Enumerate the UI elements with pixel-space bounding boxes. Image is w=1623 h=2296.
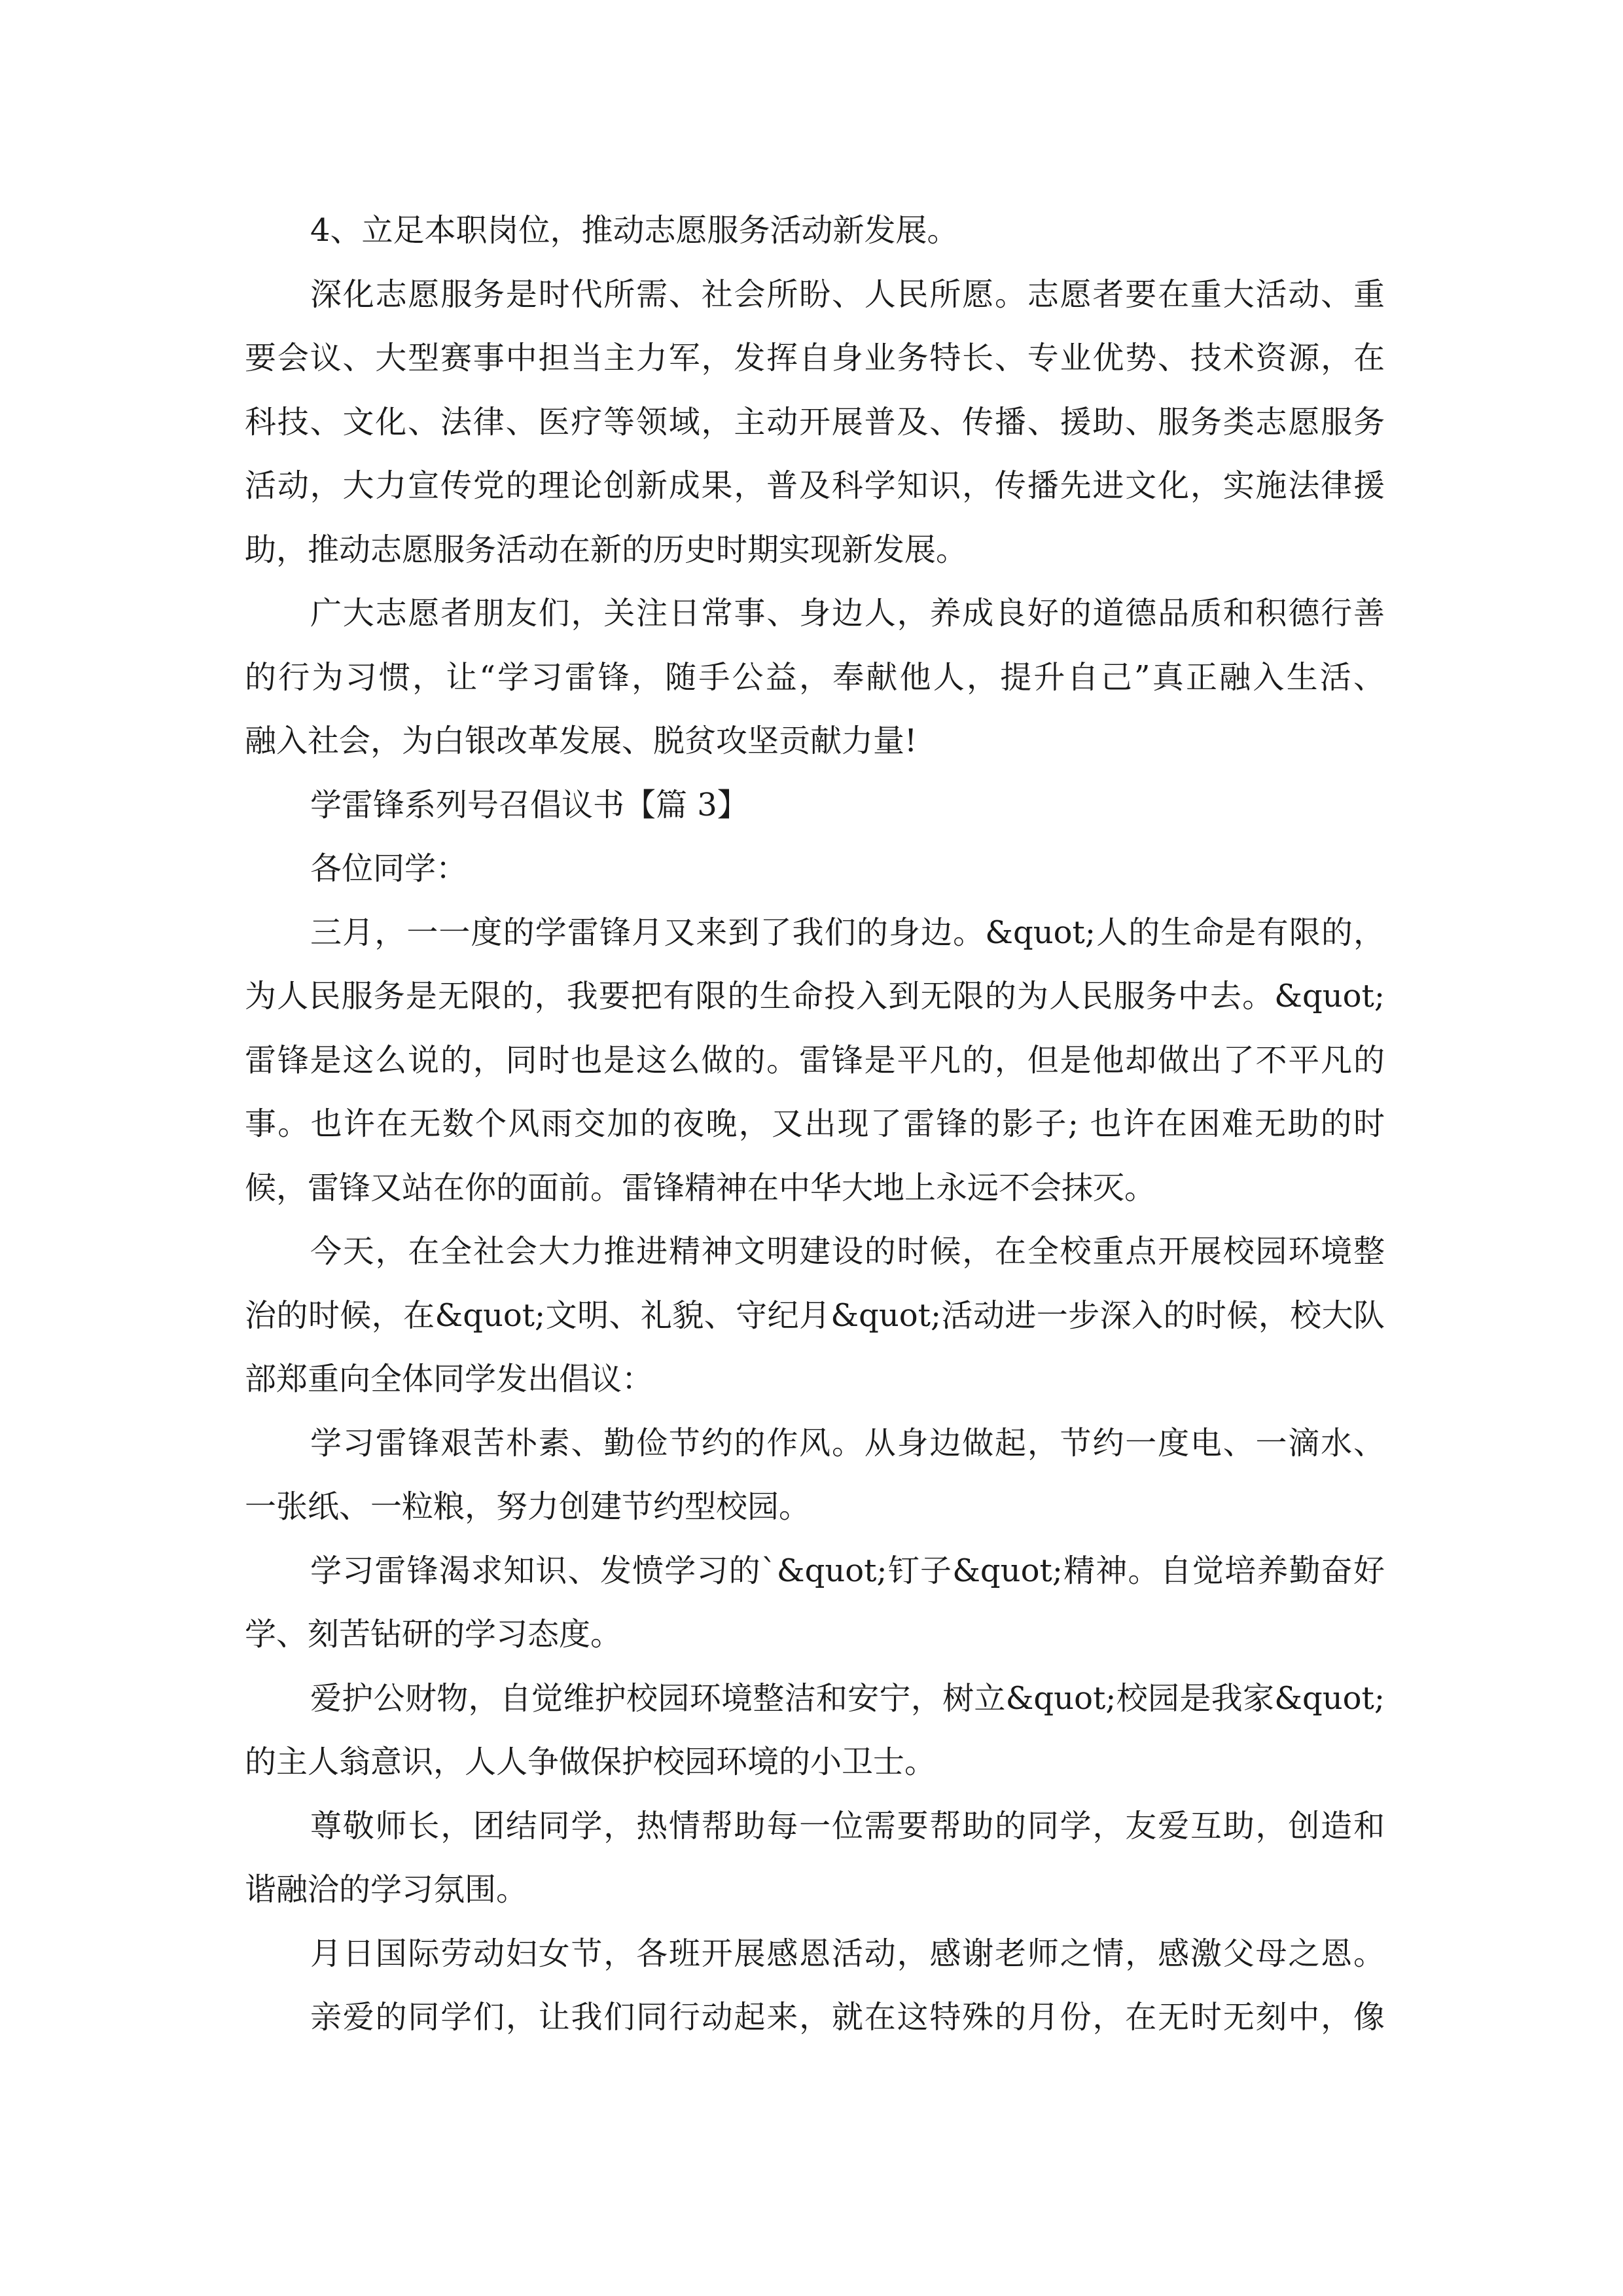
text-line: 助，推动志愿服务活动在新的历史时期实现新发展。 xyxy=(245,531,968,568)
text-line: 4、立足本职岗位，推动志愿服务活动新发展。 xyxy=(310,212,959,249)
text-line: 月日国际劳动妇女节，各班开展感恩活动，感谢老师之情，感激父母之恩。 xyxy=(310,1935,1385,1972)
text-line: 事。也许在无数个风雨交加的夜晚，又出现了雷锋的影子; 也许在困难无助的时 xyxy=(245,1105,1385,1142)
text-line: 学、刻苦钻研的学习态度。 xyxy=(245,1616,622,1653)
text-line: 三月，一一度的学雷锋月又来到了我们的身边。&quot;人的生命是有限的， xyxy=(310,914,1385,951)
text-line: 候，雷锋又站在你的面前。雷锋精神在中华大地上永远不会抹灭。 xyxy=(245,1169,1156,1206)
text-line: 要会议、大型赛事中担当主力军，发挥自身业务特长、专业优势、技术资源，在 xyxy=(245,340,1385,376)
text-line: 为人民服务是无限的，我要把有限的生命投入到无限的为人民服务中去。&quot; xyxy=(245,978,1385,1014)
text-line: 的行为习惯，让“学习雷锋，随手公益，奉献他人，提升自己”真正融入生活、 xyxy=(245,658,1385,696)
text-line: 治的时候，在&quot;文明、礼貌、守纪月&quot;活动进一步深入的时候，校大队 xyxy=(245,1297,1385,1334)
document-body xyxy=(245,208,1385,2059)
text-line: 的主人翁意识，人人争做保护校园环境的小卫士。 xyxy=(245,1744,936,1780)
text-line: 亲爱的同学们，让我们同行动起来，就在这特殊的月份，在无时无刻中，像 xyxy=(310,1999,1385,2036)
text-line: 广大志愿者朋友们，关注日常事、身边人，养成良好的道德品质和积德行善 xyxy=(310,595,1385,632)
text-line: 爱护公财物，自觉维护校园环境整洁和安宁，树立&quot;校园是我家&quot; xyxy=(310,1679,1385,1717)
text-line: 深化志愿服务是时代所需、社会所盼、人民所愿。志愿者要在重大活动、重 xyxy=(310,276,1385,313)
text-line: 学习雷锋渴求知识、发愤学习的`&quot;钉子&quot;精神。自觉培养勤奋好 xyxy=(310,1552,1385,1589)
text-line: 一张纸、一粒粮，努力创建节约型校园。 xyxy=(245,1488,811,1525)
text-line: 今天，在全社会大力推进精神文明建设的时候，在全校重点开展校园环境整 xyxy=(310,1233,1385,1270)
text-line: 融入社会，为白银改革发展、脱贫攻坚贡献力量! xyxy=(245,723,918,759)
text-line: 谐融洽的学习氛围。 xyxy=(245,1871,528,1908)
text-line: 各位同学： xyxy=(310,850,468,887)
text-line: 学雷锋系列号召倡议书【篇 3】 xyxy=(310,786,749,823)
text-line: 科技、文化、法律、医疗等领域，主动开展普及、传播、援助、服务类志愿服务 xyxy=(245,403,1385,440)
text-line: 部郑重向全体同学发出倡议： xyxy=(245,1361,654,1397)
text-line: 学习雷锋艰苦朴素、勤俭节约的作风。从身边做起，节约一度电、一滴水、 xyxy=(310,1424,1385,1462)
text-line: 雷锋是这么说的，同时也是这么做的。雷锋是平凡的，但是他却做出了不平凡的 xyxy=(245,1041,1385,1079)
text-line: 尊敬师长，团结同学，热情帮助每一位需要帮助的同学，友爱互助，创造和 xyxy=(310,1807,1385,1844)
text-line: 活动，大力宣传党的理论创新成果，普及科学知识，传播先进文化，实施法律援 xyxy=(245,467,1385,504)
